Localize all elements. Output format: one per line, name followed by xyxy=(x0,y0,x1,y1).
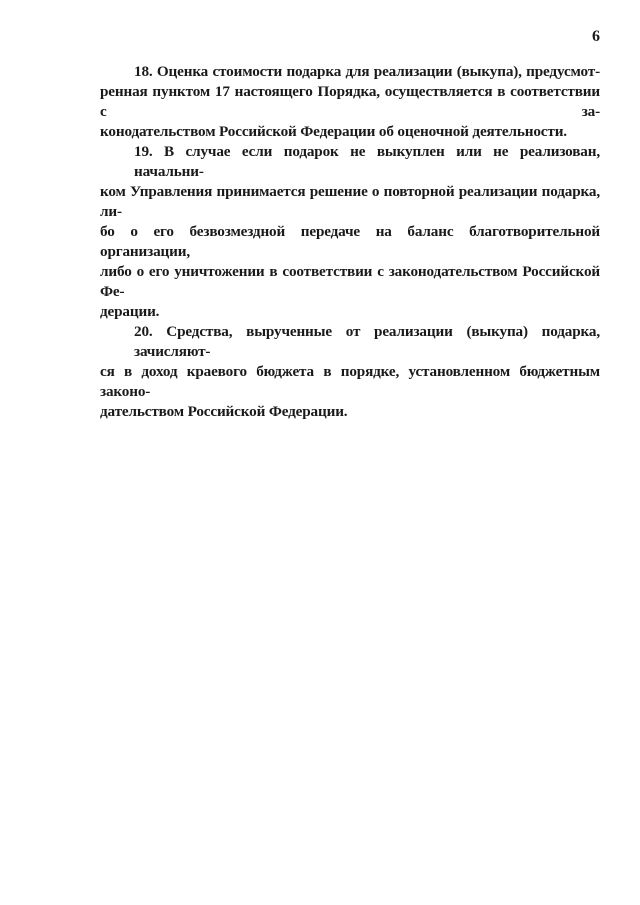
paragraph-20 xyxy=(100,322,600,422)
paragraph-line: ренная пунктом 17 настоящего Порядка, осуществляется в соответствии с за- xyxy=(100,83,600,120)
paragraph-18 xyxy=(100,62,600,142)
paragraph-line: конодательством Российской Федерации об оценочной деятельности. xyxy=(100,123,567,140)
paragraph-19 xyxy=(100,142,600,322)
paragraph-line: дерации. xyxy=(100,303,160,320)
paragraph-line: 19. В случае если подарок не выкуплен или не реализован, начальни- xyxy=(134,143,600,180)
paragraph-line: ся в доход краевого бюджета в порядке, установленном бюджетным законо- xyxy=(100,363,600,400)
document-body xyxy=(100,62,600,422)
paragraph-line: 18. Оценка стоимости подарка для реализации (выкупа), предусмот- xyxy=(134,63,600,80)
paragraph-line: бо о его безвозмездной передаче на баланс благотворительной организации, xyxy=(100,223,600,260)
paragraph-line: 20. Средства, вырученные от реализации (выкупа) подарка, зачисляют- xyxy=(134,323,600,360)
paragraph-line: либо о его уничтожении в соответствии с законодательством Российской Фе- xyxy=(100,263,600,300)
paragraph-line: ком Управления принимается решение о повторной реализации подарка, ли- xyxy=(100,183,600,220)
paragraph-line: дательством Российской Федерации. xyxy=(100,403,348,420)
page-number: 6 xyxy=(592,28,600,45)
